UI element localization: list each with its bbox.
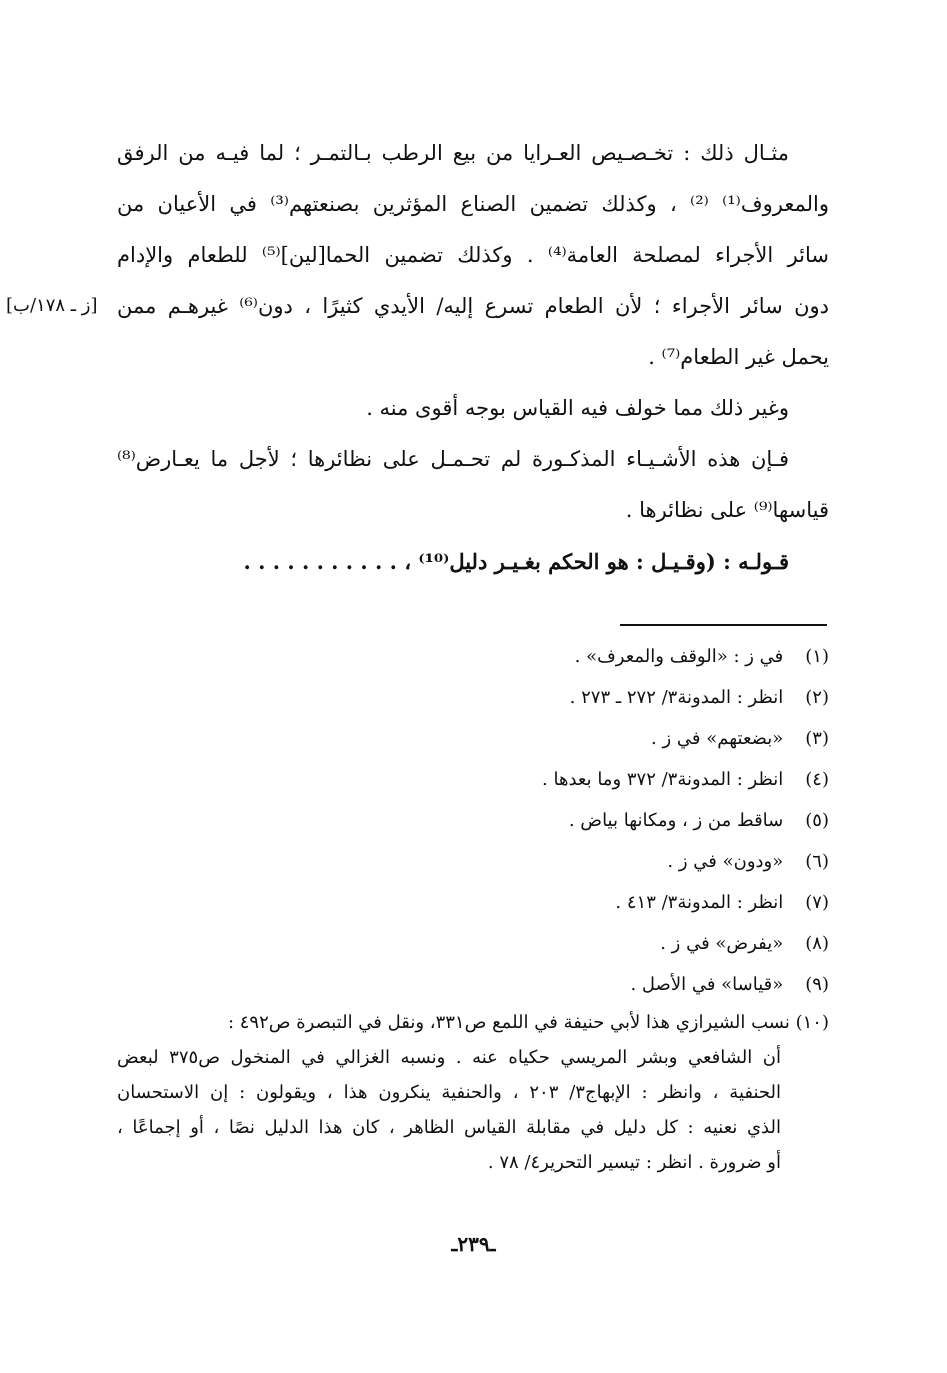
main-line-5: يحمل غير الطعام⁽⁷⁾ . [648,345,829,369]
footnote-6 [117,841,829,882]
footnote-number: (٦) [805,851,829,872]
footnote-number: (٣) [805,728,829,749]
footnote-4 [117,759,829,800]
footnote-number: (٨) [805,933,829,954]
footnote-separator [620,624,827,626]
main-line-2: والمعروف⁽¹⁾ ⁽²⁾ ، وكذلك تضمين الصناع المؤثرين بصنعتهم⁽³⁾ في الأعيان من [117,192,829,216]
main-line-7: فـإن هذه الأشـيـاء المذكـورة لم تحـمـل على نظائرها ؛ لأجل ما يعـارض⁽⁸⁾ [117,447,789,471]
footnote-number: (٤) [805,769,829,790]
footnote-10-line-4: الذي نعنيه : كل دليل في مقابلة القياس الظاهر ، كان هذا الدليل نصًا ، أو إجماعًا ، [117,1117,781,1138]
footnote-text: «يفرض» في ز . [660,933,784,954]
heading-label: قـولـه : (وقـيـل : هو الحكم بغـيـر دليل⁽¹⁰⁾ ، [404,549,789,574]
footnote-1 [117,636,829,677]
footnote-text: «قياسا» في الأصل . [630,974,784,995]
footnote-3 [117,718,829,759]
footnote-text: ساقط من ز ، ومكانها بياض . [568,810,784,831]
footnote-text: انظر : المدونة٣/ ٤١٣ . [615,892,784,913]
footnote-text: في ز : «الوقف والمعرف» . [574,646,784,667]
footnote-number: (١) [805,646,829,667]
footnote-10 [117,1005,829,1180]
main-line-1: مثـال ذلك : تخـصـيص العـرايا من بيع الرطب بـالتمـر ؛ لما فيـه من الرفق [117,141,789,165]
heading-line [117,536,829,587]
footnote-10-line-1: نسب الشيرازي هذا لأبي حنيفة في اللمع ص٣٣١، ونقل في التبصرة ص٤٩٢ : [227,1012,790,1033]
footnote-text: انظر : المدونة٣/ ٣٧٢ وما بعدها . [542,769,784,790]
footnote-10-line-3: الحنفية ، وانظر : الإبهاج٣/ ٢٠٣ ، والحنفية ينكرون هذا ، ويقولون : إن الاستحسان [117,1082,782,1103]
footnote-2 [117,677,829,718]
heading-dots: . . . . . . . . . . . [243,549,397,574]
main-line-4: دون سائر الأجراء ؛ لأن الطعام تسرع إليه/ الأيدي كثيرًا ، دون⁽⁶⁾ غيرهـم ممن [117,294,829,318]
footnote-9 [117,964,829,1005]
footnote-text: «ودون» في ز . [667,851,784,872]
main-line-6: وغير ذلك مما خولف فيه القياس بوجه أقوى منه . [366,396,789,420]
footnote-number: (٢) [805,687,829,708]
footnote-8 [117,923,829,964]
margin-note: [ز ـ ١٧٨/ب] [6,295,98,316]
page-number: ـ٢٣٩ـ [451,1232,496,1256]
main-text-block [117,128,829,587]
footnotes [117,636,829,1180]
footnote-10-line-2: أن الشافعي وبشر المريسي حكياه عنه . ونسبه الغزالي في المنخول ص٣٧٥ لبعض [117,1047,782,1068]
footnote-number: (٧) [805,892,829,913]
main-line-3: سائر الأجراء لمصلحة العامة⁽⁴⁾ . وكذلك تضمين الحما[لين]⁽⁵⁾ للطعام والإدام [117,243,829,267]
footnote-number: (٥) [805,810,829,831]
footnote-text: «بضعتهم» في ز . [651,728,784,749]
footnote-5 [117,800,829,841]
footnote-number: (١٠) [795,1012,829,1033]
footnote-text: انظر : المدونة٣/ ٢٧٢ ـ ٢٧٣ . [569,687,784,708]
footnote-10-line-5: أو ضرورة . انظر : تيسير التحرير٤/ ٧٨ . [487,1152,781,1173]
main-line-8: قياسها⁽⁹⁾ على نظائرها . [625,498,829,522]
footnote-number: (٩) [805,974,829,995]
footnote-7 [117,882,829,923]
footnote-10-first-line [117,1005,829,1040]
